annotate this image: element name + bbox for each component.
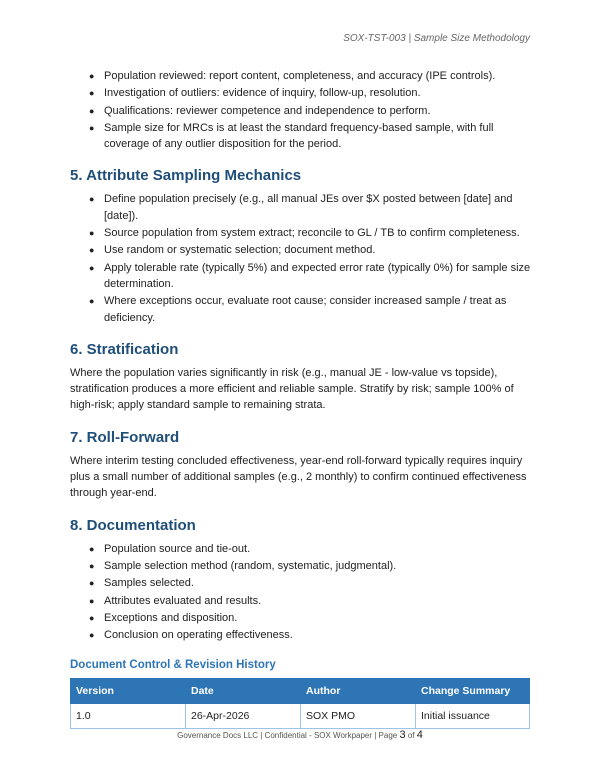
list-item xyxy=(70,68,532,84)
list-item-text: Apply tolerable rate (typically 5%) and expected error rate (typically 0%) for sample size determination. xyxy=(104,261,531,290)
list-item xyxy=(70,242,532,258)
bullet-icon: ● xyxy=(89,612,95,623)
bullet-icon: ● xyxy=(89,296,95,307)
section-heading-roll-forward: 7. Roll-Forward xyxy=(70,428,180,446)
list-item xyxy=(70,225,532,241)
list-item xyxy=(70,541,532,557)
list-item xyxy=(70,627,532,643)
table-header-row xyxy=(71,679,530,704)
cell-date: 26-Apr-2026 xyxy=(186,704,301,729)
bullet-icon: ● xyxy=(89,595,95,606)
section-heading-stratification: 6. Stratification xyxy=(70,340,179,358)
intro-bullet-list xyxy=(70,68,532,152)
bullet-icon: ● xyxy=(89,543,95,554)
list-item xyxy=(70,260,532,293)
list-item xyxy=(70,293,532,326)
bullet-icon: ● xyxy=(89,560,95,571)
list-item-text: Exceptions and disposition. xyxy=(104,611,238,624)
bullet-icon: ● xyxy=(89,630,95,641)
bullet-icon: ● xyxy=(89,105,95,116)
bullet-icon: ● xyxy=(89,245,95,256)
list-item-text: Source population from system extract; reconcile to GL / TB to confirm completeness. xyxy=(104,227,520,240)
column-header-date: Date xyxy=(186,679,301,704)
section-heading-attribute-sampling: 5. Attribute Sampling Mechanics xyxy=(70,167,302,185)
list-item xyxy=(70,103,532,119)
document-control-heading: Document Control & Revision History xyxy=(70,659,276,672)
list-item-text: Where exceptions occur, evaluate root cause; consider increased sample / treat as deficiency. xyxy=(104,295,507,324)
list-item xyxy=(70,575,532,591)
list-item xyxy=(70,610,532,626)
cell-change-summary: Initial issuance xyxy=(416,704,530,729)
list-item-text: Population reviewed: report content, completeness, and accuracy (IPE controls). xyxy=(104,70,496,82)
list-item-text: Samples selected. xyxy=(104,577,194,590)
list-item-text: Define population precisely (e.g., all manual JEs over $X posted between [date] and [date]). xyxy=(104,193,513,222)
section-heading-documentation: 8. Documentation xyxy=(70,516,196,534)
footer-of-text: of xyxy=(407,731,415,740)
list-item-text: Sample size for MRCs is at least the standard frequency-based sample, with full coverage of any outlier disposition for the period. xyxy=(104,121,494,151)
list-item-text: Investigation of outliers: evidence of inquiry, follow-up, resolution. xyxy=(104,87,421,100)
revision-history-table xyxy=(70,678,530,729)
bullet-icon: ● xyxy=(89,262,95,273)
column-header-author: Author xyxy=(301,679,416,704)
list-item-text: Use random or systematic selection; document method. xyxy=(104,244,376,257)
bullet-icon: ● xyxy=(89,88,95,99)
list-item xyxy=(70,558,532,574)
footer-text: Governance Docs LLC | Confidential - SOX Workpaper | Page xyxy=(177,731,398,740)
bullet-icon: ● xyxy=(89,194,95,205)
column-header-version: Version xyxy=(71,679,186,704)
documentation-bullet-list xyxy=(70,541,532,644)
bullet-icon: ● xyxy=(89,122,95,133)
list-item-text: Sample selection method (random, systematic, judgmental). xyxy=(104,559,397,572)
list-item xyxy=(70,120,532,153)
list-item xyxy=(70,85,532,101)
list-item xyxy=(70,191,532,224)
bullet-icon: ● xyxy=(89,578,95,589)
page-number: 3 xyxy=(399,729,406,741)
page-total: 4 xyxy=(416,729,423,741)
attribute-sampling-bullet-list xyxy=(70,191,532,325)
list-item-text: Qualifications: reviewer competence and independence to perform. xyxy=(104,104,431,117)
list-item-text: Conclusion on operating effectiveness. xyxy=(104,629,293,642)
column-header-change-summary: Change Summary xyxy=(416,679,530,704)
cell-author: SOX PMO xyxy=(301,704,416,729)
stratification-paragraph: Where the population varies significantly in risk (e.g., manual JE - low-value vs topside), stratification produces a more efficient and reliable sample. Stratify by risk; sample 100% of high-risk; apply standard sample to remaining strata. xyxy=(70,366,514,412)
list-item xyxy=(70,593,532,609)
list-item-text: Attributes evaluated and results. xyxy=(104,594,262,607)
roll-forward-paragraph: Where interim testing concluded effectiveness, year-end roll-forward typically requires inquiry plus a small number of additional samples (e.g., 2 monthly) to confirm continued effectiveness through year-end. xyxy=(70,454,527,500)
page-footer xyxy=(0,729,600,741)
document-body xyxy=(70,68,532,729)
table-row xyxy=(71,704,530,729)
cell-version: 1.0 xyxy=(71,704,186,729)
list-item-text: Population source and tie-out. xyxy=(104,542,251,555)
bullet-icon: ● xyxy=(89,228,95,239)
bullet-icon: ● xyxy=(89,71,95,81)
page-header: SOX-TST-003 | Sample Size Methodology xyxy=(343,33,530,44)
